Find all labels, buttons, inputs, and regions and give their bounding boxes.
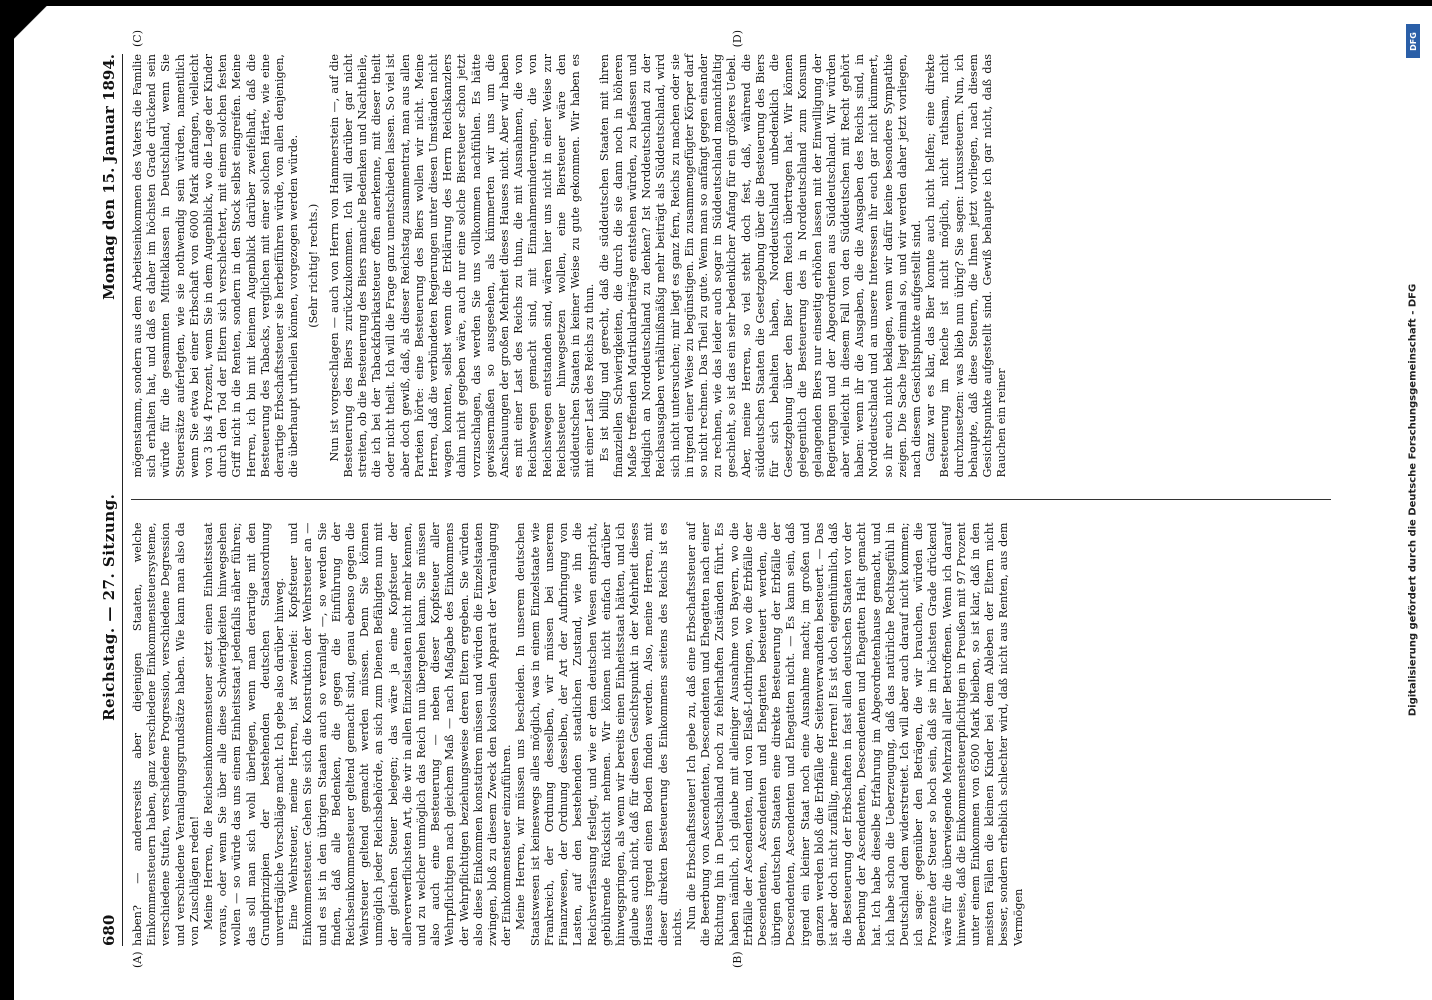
margin-marker-c: (C) — [131, 30, 144, 47]
paragraph: Nun ist vorgeschlagen — auch von Herrn von Hammerstein —, auf die Besteuerung des Biers zurückzukommen. Ich will darüber gar nicht streiten, ob die Besteuerung des Biers manche Bedenken und Nachtheile, die ich bei der Tabackfabrikatsteuer offen anerkenne, mit dieser theilt oder nicht theilt. Ich will die Frage ganz unentschieden lassen. So viel ist aber doch gewiß, daß, als dieser Reichstag zusammentrat, man aus allen Parteien hörte: eine Besteuerung des Biers wollen wir nicht. Meine Herren, daß die verbündeten Regierungen unter diesen Umständen nicht wagen konnten, selbst wenn die Erklärung des Herrn Reichskanzlers dahin nicht gegeben wäre, auch nur eine solche Biersteuer schon jetzt vorzuschlagen, das werden Sie uns vollkommen nachfühlen. Es hätte gewissermaßen so ausgesehen, als kümmerten wir uns um die Anschauungen der großen Mehrheit dieses Hauses nicht. Aber wir haben es mit einer Last des Reichs zu thun, die mit Ausnahmen, die von Reichswegen gemacht sind, mit Einnahmeminderungen, die von Reichswegen entstanden sind, wären hier uns nicht in einer Weise zur Reichssteuer hinwegsetzen wollen, eine Biersteuer wäre den süddeutschen Staaten in keiner Weise zu gute gekommen. Wir haben es mit einer Last des Reichs zu thun. — [327, 54, 597, 478]
text-columns — [131, 30, 1331, 968]
paragraph: Nun die Erbschaftssteuer! Ich gebe zu, daß eine Erbschaftssteuer auf die Beerbung von Ascendenten, Descendenten und Ehegatten nach einer Richtung hin in Deutschland noch zu fehlerhaften Zuständen führt. Es haben nämlich, ich glaube mit alleiniger Ausnahme von Bayern, wo die Erbfälle der Ascendenten, und von Elsaß-Lothringen, wo die Erbfälle der Descendenten, Ascendenten und Ehegatten besteuert werden, die übrigen deutschen Staaten eine direkte Besteuerung der Erbfälle der Descendenten, Ascendenten und Ehegatten nicht. — Es kann sein, daß irgend ein kleiner Staat noch eine Ausnahme macht; im großen und ganzen werden bloß die Erbfälle der Seitenverwandten besteuert. — Das ist aber doch nicht zufällig, meine Herren! Es ist doch eigenthümlich, daß die Besteuerung der Erbschaften in fast allen deutschen Staaten vor der Beerbung der Ascendenten, Descendenten und Ehegatten Halt gemacht hat. Ich habe dieselbe Erfahrung im Abgeordnetenhause gemacht, und ich habe schon die Ueberzeugung, daß das natürliche Rechtsgefühl in Deutschland dem widerstreitet. Ich will aber auch darauf nicht kommen; ich sage: gegenüber den Beträgen, die wir brauchen, würden die Prozente der Steuer so hoch sein, daß sie im höchsten Grade drückend wäre für die überwiegende Mehrzahl aller Betroffenen. Wenn ich darauf hinweise, daß die Einkommensteuerpflichtigen in Preußen mit 97 Prozent unter einem Einkommen von 6500 Mark bleiben, so ist klar, daß in den meisten Fällen die kleinen Kinder bei dem Ableben der Eltern nicht besser, sondern erheblich schlechter wird, daß nicht aus Renten, aus dem Vermögen — [684, 522, 1025, 946]
paragraph: Ganz war es klar, das Bier konnte auch nicht helfen; eine direkte Besteuerung im Reiche ist nicht möglich, nicht rathsam, nicht durchzusetzen: was blieb nun übrig? Sie sagen: Luxussteuern. Nun, ich behaupte, daß diese Steuern, die Ihnen jetzt vorliegen, nach diesem Gesichtspunkte aufgestellt sind. Gewiß behaupte ich gar nicht, daß das Rauchen ein reiner — [924, 54, 1009, 478]
paragraph: Eine Wehrsteuer, meine Herren, ist zweierlei: Kopfsteuer und Einkommensteuer. Gehen Sie sich die Konstruktion der Wehrsteuer an — und es ist in den übrigen Staaten auch so veranlagt —, so werden Sie finden, daß alle Bedenken, die gegen die Einführung der Reichseinkommensteuer geltend gemacht sind, genau ebenso gegen die Wehrsteuer geltend gemacht werden müssen. Denn Sie können unmöglich jeder Reichsbehörde, an sich zum Dienen Befähigten nun mit der gleichen Steuer belegen; das wäre ja eine Kopfsteuer der allerverwerflichsten Art, die wir in allen Einzelstaaten nicht mehr kennen, und zu welcher unmöglich das Reich nun übergehen kann. Sie müssen also auch eine Besteuerung — neben dieser Kopfsteuer aller Wehrpflichtigen nach gleichem Maß — nach Maßgabe des Einkommens der Wehrpflichtigen beziehungsweise deren Eltern ergeben. Sie würden also diese Einkommen konstatiren müssen und würden die Einzelstaaten zwingen, bloß zu diesem Zweck den kolossalen Apparat der Veranlagung der Einkommensteuer einzuführen. — [287, 522, 514, 946]
paragraph: mögenstamm, sondern aus dem Arbeitseinkommen des Vaters die Familie sich erhalten hat, und daß es daher im höchsten Grade drückend sein würde für die gesammten Mittelklassen in Deutschland, wenn Sie Steuersätze auferlegten, wie sie nothwendig sein würden, namentlich wenn Sie etwa bei einer Erbschaft von 6000 Mark anfangen, vielleicht von 3 bis 4 Prozent, wenn Sie in dem Augenblick, wo die Lage der Kinder durch den Tod der Eltern sich verschlechtert, mit einem solchen festen Griff nicht in die Renten, sondern in den Stock selbst eingreifen. Meine Herren, ich bin mit keinem Augenblick darüber zweifelhaft, daß die Besteuerung des Tabacks, verglichen mit einer solchen Härte, wie eine derartige Erbschaftssteuer sie herbeiführen würde, von allen denjenigen, die überhaupt urtheilen können, vorgezogen werden würde. — [131, 54, 301, 478]
page-header — [100, 54, 123, 946]
dfg-logo-text: DFG — [1408, 31, 1418, 51]
margin-marker-a: (A) — [131, 951, 144, 968]
dfg-logo — [1406, 24, 1420, 58]
paragraph: Es ist billig und gerecht, daß die süddeutschen Staaten mit ihren finanziellen Schwierigkeiten, die durch die sie dann noch in höheren Maße treffenden Matrikularbeiträge entstehen würden, zu befassen und lediglich an Norddeutschland zu denken? Ist Norddeutschland zu der Reichsausgaben verhältnißmäßig mehr beiträgt als Süddeutschland, wird sich nicht untersuchen; mir liegt es ganz fern, Reichs zu machen oder sie in irgend einer Weise zu begünstigen. Ein zusammengefügter Körper darf so nicht rechnen. Das Theil zu gute. Wenn man so anfängt gegen einander zu rechnen, wie das leider auch sogar in Süddeutschland mannichfaltig geschieht, so ist das ein sehr bedenklicher Anfang für ein größeres Uebel. Aber, meine Herren, so viel steht doch fest, daß, während die süddeutschen Staaten die Gesetzgebung über die Besteuerung des Biers für sich behalten haben, Norddeutschland unbedenklich die Gesetzgebung über den Bier dem Reich übertragen hat. Wir können gelegentlich die Besteuerung des in Norddeutschland zum Konsum gelangenden Biers nur einseitig erhöhen lassen mit der Einwilligung der Regierungen und der Abgeordneten aus Süddeutschland. Wir würden aber vielleicht in diesem Fall von den Süddeutschen mit Recht gehört haben: wenn ihr die Ausgaben, die die Ausgaben des Reichs sind, in Norddeutschland und an unsere Interessen ihr euch gar nicht kümmert, so ihr euch nicht beklagen, wenn wir dafür keine besondere Sympathie zeigen. Die Sache liegt einmal so, und wir werden daher jetzt vorliegen, nach diesem Gesichtspunkte aufgestellt sind. — [597, 54, 923, 478]
digitization-note-text: Digitalisierung gefördert durch die Deutsche Forschungsgemeinschaft - DFG — [1407, 283, 1419, 717]
session-title: Reichstag. — 27. Sitzung. — [100, 493, 118, 721]
session-date: Montag den 15. Januar 1894. — [100, 54, 118, 300]
document-page — [86, 30, 1346, 970]
scan-border-top — [0, 0, 1432, 6]
scan-border-left — [0, 0, 14, 1000]
right-column — [131, 30, 1331, 478]
page-number: 680 — [100, 914, 118, 946]
paragraph: Meine Herren, die Reichseinkommensteuer setzt einen Einheitsstaat voraus, oder wenn Sie über alle diese Schwierigkeiten hinwegsehen wollen — so würde das uns einem Einheitsstaat jedenfalls näher führen; das soll man sich wohl überlegen, wenn man derartige mit den Grundprinzipien der bestehenden deutschen Staatsordnung unverträgliche Vorschläge macht. Ich gebe also darüber hinweg. — [202, 522, 287, 946]
paragraph: Meine Herren, wir müssen uns bescheiden. In unserem deutschen Staatswesen ist keineswegs alles möglich, was in einem Einzelstaate wie Frankreich, der Ordnung desselben, wir müssen bei unserem Finanzwesen, der Ordnung desselben, der Art der Aufbringung von Lasten, auf den bestehenden staatlichen Zustand, wie ihn die Reichsverfassung festlegt, und wie er dem deutschen Wesen entspricht, gebührende Rücksicht nehmen. Wir können nicht einfach darüber hinwegspringen, als wenn wir bereits einen Einheitsstaat hätten, und ich glaube auch nicht, daß für diesen Gesichtspunkt in der Mehrheit dieses Hauses irgend einen Boden finden werden. Also, meine Herren, mit dieser direkten Besteuerung des Einkommens seitens des Reichs ist es nichts. — [514, 522, 684, 946]
paragraph: haben? — andererseits aber diejenigen Staaten, welche Einkommensteuern haben, ganz verschiedene Einkommensteuersysteme, verschiedene Stufen, verschiedene Progression, verschiedene Degression und verschiedene Veranlagungsgrundsätze haben. Wie kann man also da von Zuschlägen reden! — [131, 522, 201, 946]
digitization-note — [1404, 0, 1422, 1000]
margin-marker-b: (B) — [731, 951, 744, 968]
column-divider — [131, 500, 1331, 501]
scan-corner-shadow — [0, 0, 70, 60]
left-column — [131, 522, 1331, 968]
interjection: (Sehr richtig! rechts.) — [307, 203, 321, 328]
margin-marker-d: (D) — [731, 30, 744, 48]
